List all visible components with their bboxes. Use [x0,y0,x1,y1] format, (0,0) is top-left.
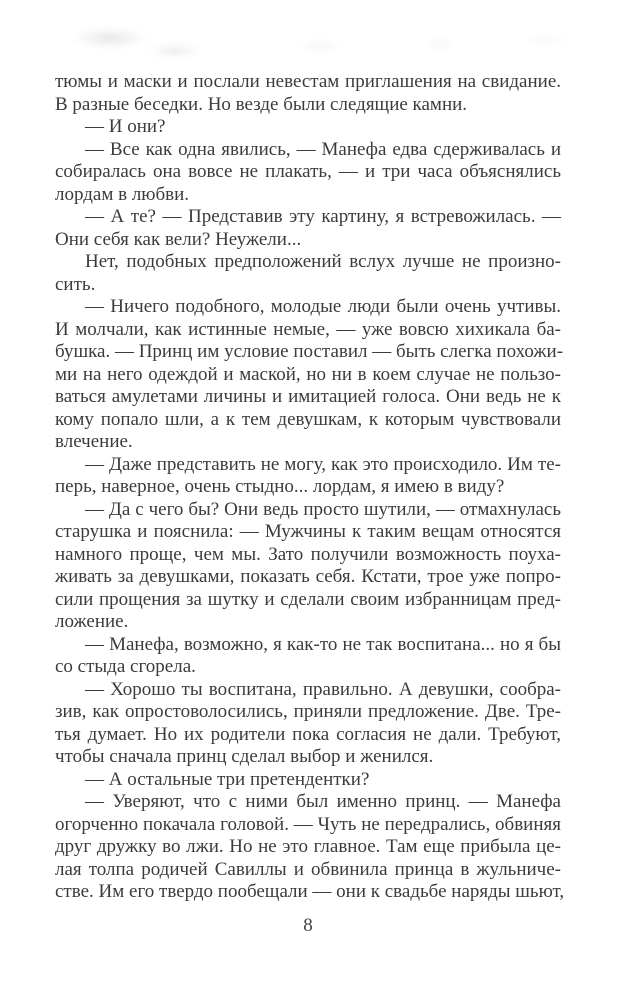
text-line: собиралась она вовсе не плакать, — и три часа объяснялись [55,161,561,182]
text-line: тья думает. Но их родители пока согласия не дали. Требуют, [55,723,561,745]
text-line: огорченно покачала головой. — Чуть не передрались, обвиняя [55,813,561,835]
text-line: стве. Им его твердо пообещали — они к свадьбе наряды шьют, [55,881,565,902]
text-line: — Ничего подобного, молодые люди были очень учтивы. [85,296,561,317]
paragraph [55,499,561,634]
page-text [55,71,565,904]
text-line: лордам в любви. [55,183,190,205]
text-line: чтобы сначала принц сделал выбор и женился. [55,746,434,767]
paragraph [55,454,561,499]
paragraph [55,791,565,904]
text-line: Нет, подобных предположений вслух лучше не произно- [85,251,561,272]
text-line: ложение. [55,611,129,632]
paragraph [55,251,561,296]
paragraph [55,296,564,454]
paragraph [55,116,561,139]
paragraph [55,71,561,116]
text-line: — А остальные три претендентки? [85,768,370,790]
text-line: сили прощения за шутку и сделали своим избранницам пред- [55,588,561,610]
text-line: бушка. — Принц им условие поставил — быть слегка похожи- [55,341,564,362]
text-line: живать за девушками, показать себя. Кстати, трое уже попро- [55,566,561,587]
text-line: — Да с чего бы? Они ведь просто шутили, — отмахнулась [85,498,561,520]
text-line: со стыда сгорела. [55,656,196,677]
text-line: — А те? — Представив эту картину, я встревожилась. — [85,206,561,227]
text-line: — Уверяют, что с ними был именно принц. — Манефа [85,791,561,812]
paragraph [55,206,561,251]
text-line: перь, наверное, очень стыдно... лордам, я имею в виду? [55,476,505,497]
text-line: — Хорошо ты воспитана, правильно. А девушки, сообра- [85,678,561,700]
text-line: намного проще, чем мы. Зато получили возможность поуха- [55,543,561,565]
text-line: старушка и пояснила: — Мужчины к таким вещам относятся [55,521,561,542]
text-line: И молчали, как истинные немые, — уже вовсю хихикала ба- [55,318,561,340]
text-line: лая толпа родичей Савиллы и обвинила принца в жульниче- [55,858,561,880]
text-line: тюмы и маски и послали невестам приглашения на свидание. [55,71,561,92]
text-line: — Даже представить не могу, как это происходило. Им те- [85,453,561,475]
paragraph [55,769,561,792]
scan-artifact [40,6,585,68]
text-line: зив, как опростоволосились, приняли предложение. Две. Тре- [55,701,561,722]
text-line: ми на него одеждой и маской, но ни в коем случае не пользо- [55,363,561,385]
paragraph [55,139,561,207]
paragraph [55,679,561,769]
text-line: — Манефа, возможно, я как-то не так воспитана... но я бы [85,633,561,655]
text-line: друг дружку во лжи. Но не это главное. Там еще прибыла це- [55,836,561,857]
text-line: — И они? [85,116,166,137]
page-number: 8 [303,915,313,936]
paragraph [55,634,561,679]
text-line: ваться амулетами личины и имитацией голоса. Они ведь не к [55,386,561,407]
text-line: — Все как одна явились, — Манефа едва сдерживалась и [85,138,561,160]
text-line: сить. [55,273,96,295]
text-line: Они себя как вели? Неужели... [55,228,302,250]
text-line: кому попало шли, а к тем девушкам, к которым чувствовали [55,408,561,430]
text-line: В разные беседки. Но везде были следящие камни. [55,93,468,115]
text-line: влечение. [55,431,133,452]
